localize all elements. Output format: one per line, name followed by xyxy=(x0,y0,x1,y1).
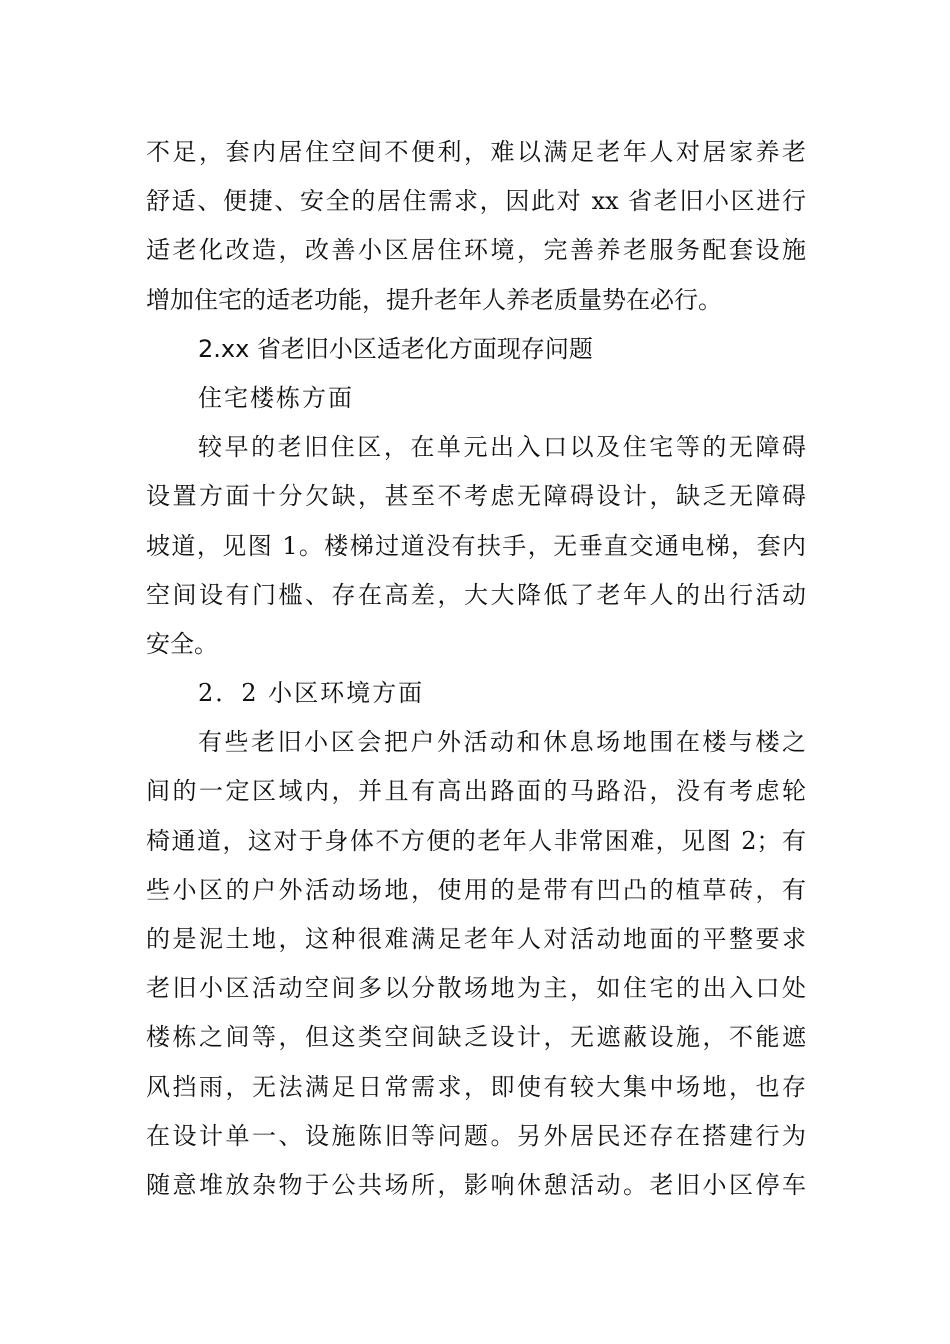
text-line: 坡道，见图 1。楼梯过道没有扶手，无垂直交通电梯，套内 xyxy=(146,531,806,560)
text-line: 些小区的户外活动场地，使用的是带有凹凸的植草砖，有 xyxy=(146,875,806,904)
paragraph-1 xyxy=(146,128,806,325)
text-line: 设置方面十分欠缺，甚至不考虑无障碍设计，缺乏无障碍 xyxy=(146,482,806,511)
text-line: 风挡雨，无法满足日常需求，即使有较大集中场地，也存 xyxy=(146,1072,806,1101)
text-line: 空间设有门槛、存在高差，大大降低了老年人的出行活动 xyxy=(146,580,806,609)
paragraph-2 xyxy=(146,423,806,669)
text-line: 老旧小区活动空间多以分散场地为主，如住宅的出入口处 xyxy=(146,974,806,1003)
text-line: 随意堆放杂物于公共场所，影响休憩活动。老旧小区停车 xyxy=(146,1170,806,1199)
paragraph-3 xyxy=(146,718,806,1210)
text-line: 增加住宅的适老功能，提升老年人养老质量势在必行。 xyxy=(146,285,722,314)
document-body xyxy=(146,128,806,1210)
section-heading: 2.xx 省老旧小区适老化方面现存问题 xyxy=(198,334,593,363)
text-line: 舒适、便捷、安全的居住需求，因此对 xx 省老旧小区进行 xyxy=(146,187,806,216)
text-line: 有些老旧小区会把户外活动和休息场地围在楼与楼之 xyxy=(198,728,806,757)
text-line: 安全。 xyxy=(146,629,218,658)
text-line: 不足，套内居住空间不便利，难以满足老年人对居家养老 xyxy=(146,138,806,166)
text-line: 间的一定区域内，并且有高出路面的马路沿，没有考虑轮 xyxy=(146,777,806,806)
text-line: 的是泥土地，这种很难满足老年人对活动地面的平整要求 xyxy=(146,925,806,953)
text-line: 适老化改造，改善小区居住环境，完善养老服务配套设施 xyxy=(146,236,806,265)
text-line: 椅通道，这对于身体不方便的老年人非常困难，见图 2；有 xyxy=(146,826,806,855)
text-line: 楼栋之间等，但这类空间缺乏设计，无遮蔽设施，不能遮 xyxy=(146,1023,806,1052)
subheading-community-environment: 2．2 小区环境方面 xyxy=(198,679,425,708)
text-line: 较早的老旧住区，在单元出入口以及住宅等的无障碍 xyxy=(198,433,806,462)
text-line: 在设计单一、设施陈旧等问题。另外居民还存在搭建行为 xyxy=(146,1121,806,1150)
subheading-residential-buildings: 住宅楼栋方面 xyxy=(198,383,354,412)
